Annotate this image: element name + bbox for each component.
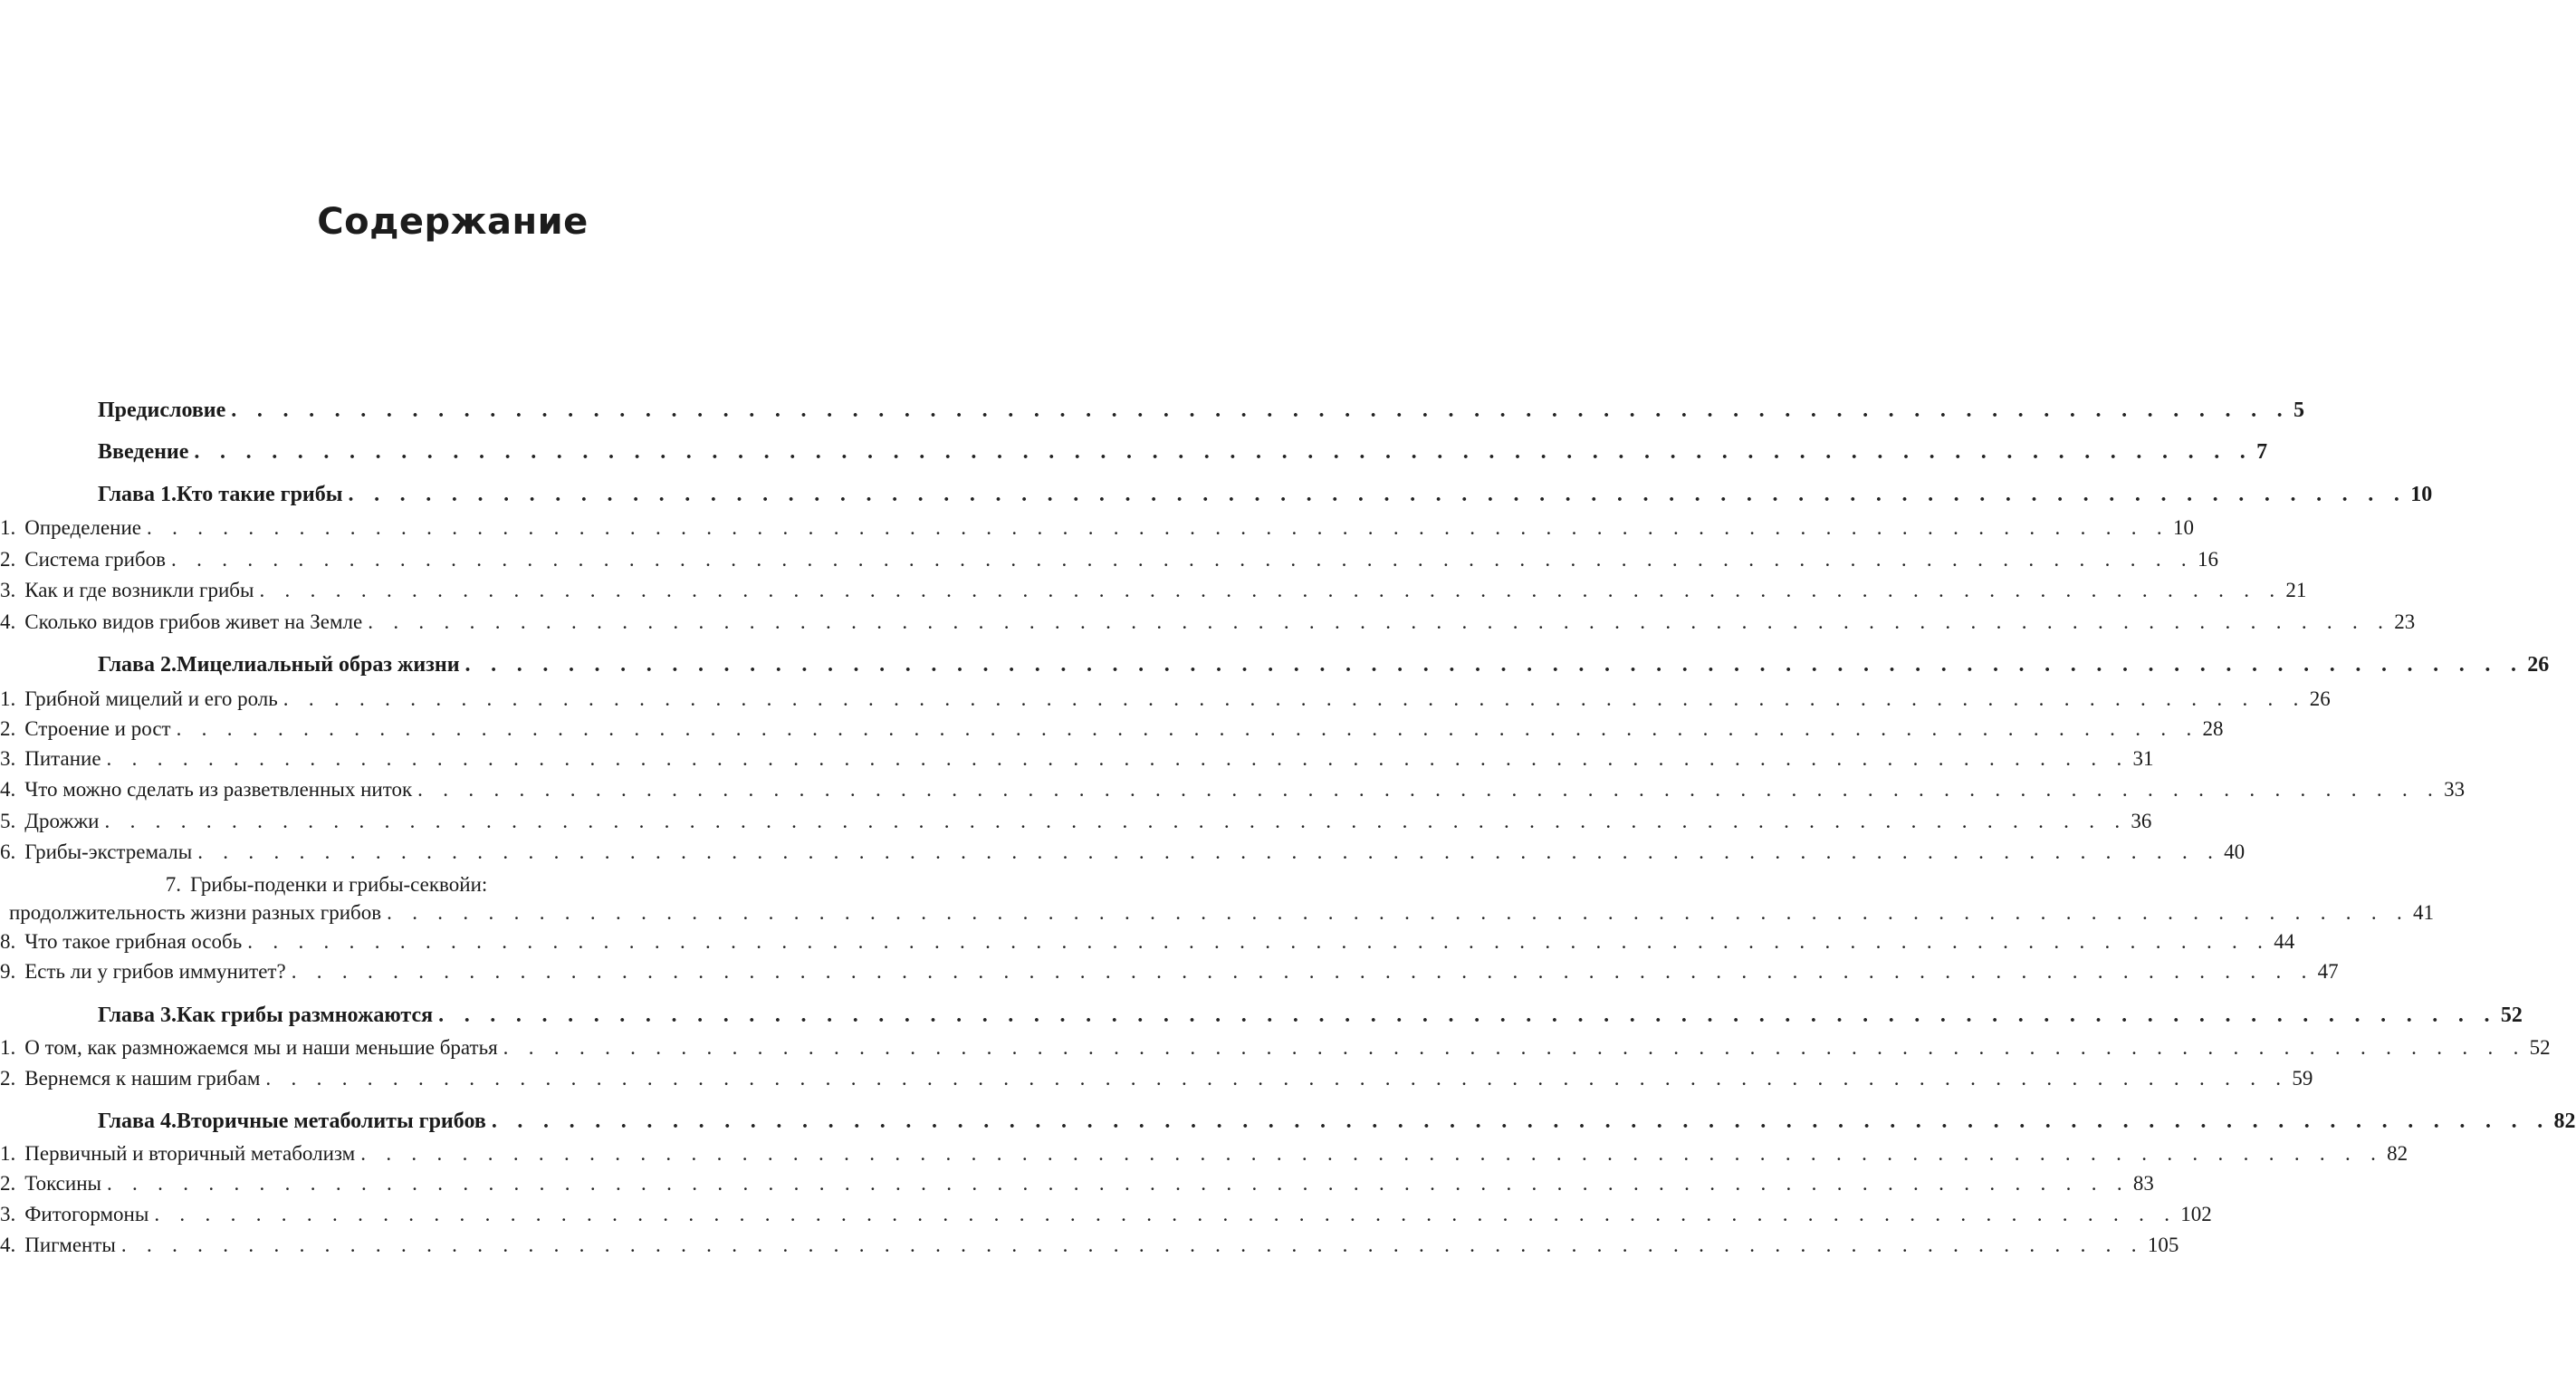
dot-leader: . . . . . . . . . . . . . . . . . . . . . . . . . . . . . . . . . . . . . . . . . . . . . . . . . . . . . . . . . . . . . . . . . . . . . . . . . . . . . . . . (503, 1036, 2526, 1059)
entry-title: Грибной мицелий и его роль (24, 687, 278, 710)
page-number: 82 (2387, 1142, 2408, 1165)
toc-entry[interactable] (0, 745, 2154, 773)
entry-title: Первичный и вторичный метаболизм (24, 1142, 356, 1165)
page-number: 10 (2172, 516, 2194, 539)
toc-entry[interactable] (0, 776, 2466, 803)
entry-number: 1. (0, 516, 16, 539)
chapter-number: Глава 1. (98, 483, 177, 506)
toc-entry[interactable] (0, 808, 2152, 835)
page-number: 31 (2132, 747, 2154, 770)
entry-number: 6. (0, 840, 16, 863)
toc-chapter[interactable] (0, 1108, 2576, 1135)
dot-leader: . . . . . . . . . . . . . . . . . . . . . . . . . . . . . . . . . . . . . . . . . . . . . . . . . . . . . . . . . . . . . . . . . . . . . . . . . . . . . . . . (387, 901, 2410, 924)
toc-entry[interactable] (0, 716, 2224, 743)
entry-title: Грибы-поденки и грибы-секвойи: (190, 873, 488, 896)
dot-leader: . . . . . . . . . . . . . . . . . . . . . . . . . . . . . . . . . . . . . . . . . . . . . . . . . . . . . . . . . . . . . . . . . . . . . . . . . . . . . . . . (147, 516, 2169, 539)
page-number: 82 (2553, 1109, 2576, 1133)
page-number: 36 (2131, 810, 2152, 832)
page-number: 21 (2285, 579, 2307, 601)
dot-leader: . . . . . . . . . . . . . . . . . . . . . . . . . . . . . . . . . . . . . . . . . . . . . . . . . . . . . . . . . . . . . . . . . . . . . . . . . . . . . . . . (104, 810, 2128, 832)
entry-title: Определение (24, 516, 141, 539)
entry-number: 7. (165, 873, 181, 896)
entry-number: 5. (0, 810, 16, 832)
entry-number: 2. (0, 717, 16, 740)
dot-leader: . . . . . . . . . . . . . . . . . . . . . . . . . . . . . . . . . . . . . . . . . . . . . . . . . . . . . . . . . . . . . . . . . . . . . . . . . . . . . . . . (464, 653, 2524, 677)
toc-entry[interactable] (0, 1034, 2551, 1061)
dot-leader: . . . . . . . . . . . . . . . . . . . . . . . . . . . . . . . . . . . . . . . . . . . . . . . . . . . . . . . . . . . . . . . . . . . . . . . . . . . . . . . . (291, 960, 2314, 983)
dot-leader: . . . . . . . . . . . . . . . . . . . . . . . . . . . . . . . . . . . . . . . . . . . . . . . . . . . . . . . . . . . . . . . . . . . . . . . . . . . . . . . . (197, 840, 2221, 863)
dot-leader: . . . . . . . . . . . . . . . . . . . . . . . . . . . . . . . . . . . . . . . . . . . . . . . . . . . . . . . . . . . . . . . . . . . . . . . . . . . . . . . . (368, 610, 2391, 633)
entry-title: Строение и рост (24, 717, 171, 740)
dot-leader: . . . . . . . . . . . . . . . . . . . . . . . . . . . . . . . . . . . . . . . . . . . . . . . . . . . . . . . . . . . . . . . . . . . . . . . . . . . . . . . . (438, 1004, 2497, 1027)
toc-entry[interactable] (0, 514, 2194, 542)
entry-number: 1. (0, 1142, 16, 1165)
entry-number: 2. (0, 1172, 16, 1195)
entry-number: 3. (0, 1203, 16, 1225)
entry-title: Вернемся к нашим грибам (24, 1067, 261, 1090)
toc-entry[interactable] (0, 686, 2331, 713)
dot-leader: . . . . . . . . . . . . . . . . . . . . . . . . . . . . . . . . . . . . . . . . . . . . . . . . . . . . . . . . . . . . . . . . . . . . . . . . . . . . . . . . (259, 579, 2283, 601)
entry-title: Как и где возникли грибы (24, 579, 254, 601)
toc-entry[interactable] (0, 928, 2295, 956)
chapter-title: Вторичные метаболиты грибов (177, 1109, 486, 1133)
page-number: 33 (2444, 778, 2466, 801)
dot-leader: . . . . . . . . . . . . . . . . . . . . . . . . . . . . . . . . . . . . . . . . . . . . . . . . . . . . . . . . . . . . . . . . . . . . . . . . . . . . . . . . (106, 747, 2130, 770)
entry-number: 3. (0, 579, 16, 601)
toc-entry[interactable] (0, 958, 2339, 985)
entry-number: 1. (0, 1036, 16, 1059)
dot-leader: . . . . . . . . . . . . . . . . . . . . . . . . . . . . . . . . . . . . . . . . . . . . . . . . . . . . . . . . . . . . . . . . . . . . . . . . . . . . . . . . (171, 548, 2194, 571)
toc-entry[interactable] (0, 1065, 2313, 1092)
dot-leader: . . . . . . . . . . . . . . . . . . . . . . . . . . . . . . . . . . . . . . . . . . . . . . . . . . . . . . . . . . . . . . . . . . . . . . . . . . . . . . . . (106, 1172, 2130, 1195)
entry-number: 2. (0, 548, 16, 571)
toc-entry[interactable] (0, 1201, 2212, 1228)
page-number: 5 (2293, 399, 2304, 422)
entry-title: О том, как размножаемся мы и наши меньшие братья (24, 1036, 498, 1059)
page-number: 40 (2224, 840, 2246, 863)
entry-number: 4. (0, 610, 16, 633)
dot-leader: . . . . . . . . . . . . . . . . . . . . . . . . . . . . . . . . . . . . . . . . . . . . . . . . . . . . . . . . . . . . . . . . . . . . . . . . . . . . . . . . (348, 483, 2408, 506)
dot-leader: . . . . . . . . . . . . . . . . . . . . . . . . . . . . . . . . . . . . . . . . . . . . . . . . . . . . . . . . . . . . . . . . . . . . . . . . . . . . . . . . (265, 1067, 2289, 1090)
dot-leader: . . . . . . . . . . . . . . . . . . . . . . . . . . . . . . . . . . . . . . . . . . . . . . . . . . . . . . . . . . . . . . . . . . . . . . . . . . . . . . . . (154, 1203, 2178, 1225)
page-number: 59 (2292, 1067, 2313, 1090)
chapter-title: Кто такие грибы (177, 483, 343, 506)
chapter-number: Глава 2. (98, 653, 177, 677)
entry-number: 1. (0, 687, 16, 710)
toc-entry[interactable] (0, 1232, 2179, 1259)
dot-leader: . . . . . . . . . . . . . . . . . . . . . . . . . . . . . . . . . . . . . . . . . . . . . . . . . . . . . . . . . . . . . . . . . . . . . . . . . . . . . . . . (231, 399, 2290, 422)
toc-entry[interactable] (0, 438, 2268, 466)
page-number: 28 (2202, 717, 2224, 740)
page-number: 16 (2197, 548, 2218, 571)
page-number: 52 (2500, 1004, 2523, 1027)
page-number: 26 (2527, 653, 2550, 677)
entry-number: 2. (0, 1067, 16, 1090)
entry-number: 8. (0, 930, 16, 953)
page-number: 105 (2147, 1234, 2179, 1256)
entry-title: Что такое грибная особь (24, 930, 243, 953)
entry-title: Сколько видов грибов живет на Земле (24, 610, 363, 633)
toc-entry[interactable] (0, 546, 2218, 573)
dot-leader: . . . . . . . . . . . . . . . . . . . . . . . . . . . . . . . . . . . . . . . . . . . . . . . . . . . . . . . . . . . . . . . . . . . . . . . . . . . . . . . . (120, 1234, 2144, 1256)
entry-title: Что можно сделать из разветвленных ниток (24, 778, 413, 801)
page-number: 47 (2317, 960, 2339, 983)
dot-leader: . . . . . . . . . . . . . . . . . . . . . . . . . . . . . . . . . . . . . . . . . . . . . . . . . . . . . . . . . . . . . . . . . . . . . . . . . . . . . . . . (360, 1142, 2384, 1165)
page-number: 7 (2256, 440, 2268, 464)
entry-number: 4. (0, 778, 16, 801)
chapter-number: Глава 4. (98, 1109, 177, 1133)
page-number: 41 (2413, 901, 2435, 924)
page-number: 83 (2132, 1172, 2154, 1195)
entry-number: 9. (0, 960, 16, 983)
chapter-title: Мицелиальный образ жизни (177, 653, 460, 677)
dot-leader: . . . . . . . . . . . . . . . . . . . . . . . . . . . . . . . . . . . . . . . . . . . . . . . . . . . . . . . . . . . . . . . . . . . . . . . . . . . . . . . . (491, 1109, 2551, 1133)
dot-leader: . . . . . . . . . . . . . . . . . . . . . . . . . . . . . . . . . . . . . . . . . . . . . . . . . . . . . . . . . . . . . . . . . . . . . . . . . . . . . . . . (247, 930, 2271, 953)
entry-title: Фитогормоны (24, 1203, 149, 1225)
entry-title: Система грибов (24, 548, 167, 571)
page-number: 44 (2274, 930, 2295, 953)
page-number: 52 (2529, 1036, 2551, 1059)
toc-entry[interactable] (0, 1170, 2154, 1197)
toc-chapter[interactable] (0, 651, 2550, 678)
toc-entry[interactable] (0, 577, 2307, 604)
dot-leader: . . . . . . . . . . . . . . . . . . . . . . . . . . . . . . . . . . . . . . . . . . . . . . . . . . . . . . . . . . . . . . . . . . . . . . . . . . . . . . . . (282, 687, 2306, 710)
dot-leader: . . . . . . . . . . . . . . . . . . . . . . . . . . . . . . . . . . . . . . . . . . . . . . . . . . . . . . . . . . . . . . . . . . . . . . . . . . . . . . . . (417, 778, 2441, 801)
toc-chapter[interactable] (0, 481, 2433, 508)
page-number: 23 (2394, 610, 2416, 633)
entry-title: Токсины (24, 1172, 101, 1195)
entry-title: Грибы-экстремалы (24, 840, 193, 863)
dot-leader: . . . . . . . . . . . . . . . . . . . . . . . . . . . . . . . . . . . . . . . . . . . . . . . . . . . . . . . . . . . . . . . . . . . . . . . . . . . . . . . . (194, 440, 2254, 464)
page-title: Содержание (317, 201, 589, 243)
page-number: 26 (2309, 687, 2331, 710)
toc-entry[interactable] (0, 1140, 2408, 1167)
chapter-title: Как грибы размножаются (177, 1004, 434, 1027)
page-number: 102 (2180, 1203, 2212, 1225)
toc-entry[interactable] (0, 397, 2304, 424)
entry-title: Дрожжи (24, 810, 100, 832)
entry-title: Есть ли у грибов иммунитет? (24, 960, 286, 983)
entry-title: Питание (24, 747, 101, 770)
entry-number: 3. (0, 747, 16, 770)
entry-title-continued: продолжительность жизни разных грибов (9, 901, 382, 924)
entry-number: 4. (0, 1234, 16, 1256)
toc-chapter[interactable] (0, 1002, 2523, 1029)
chapter-number: Глава 3. (98, 1004, 177, 1027)
toc-entry[interactable] (0, 839, 2246, 866)
entry-title: Пигменты (24, 1234, 116, 1256)
dot-leader: . . . . . . . . . . . . . . . . . . . . . . . . . . . . . . . . . . . . . . . . . . . . . . . . . . . . . . . . . . . . . . . . . . . . . . . . . . . . . . . . (176, 717, 2199, 740)
page-number: 10 (2410, 483, 2433, 506)
entry-title: Предисловие (98, 399, 226, 422)
entry-title: Введение (98, 440, 189, 464)
toc-entry[interactable] (0, 609, 2416, 636)
